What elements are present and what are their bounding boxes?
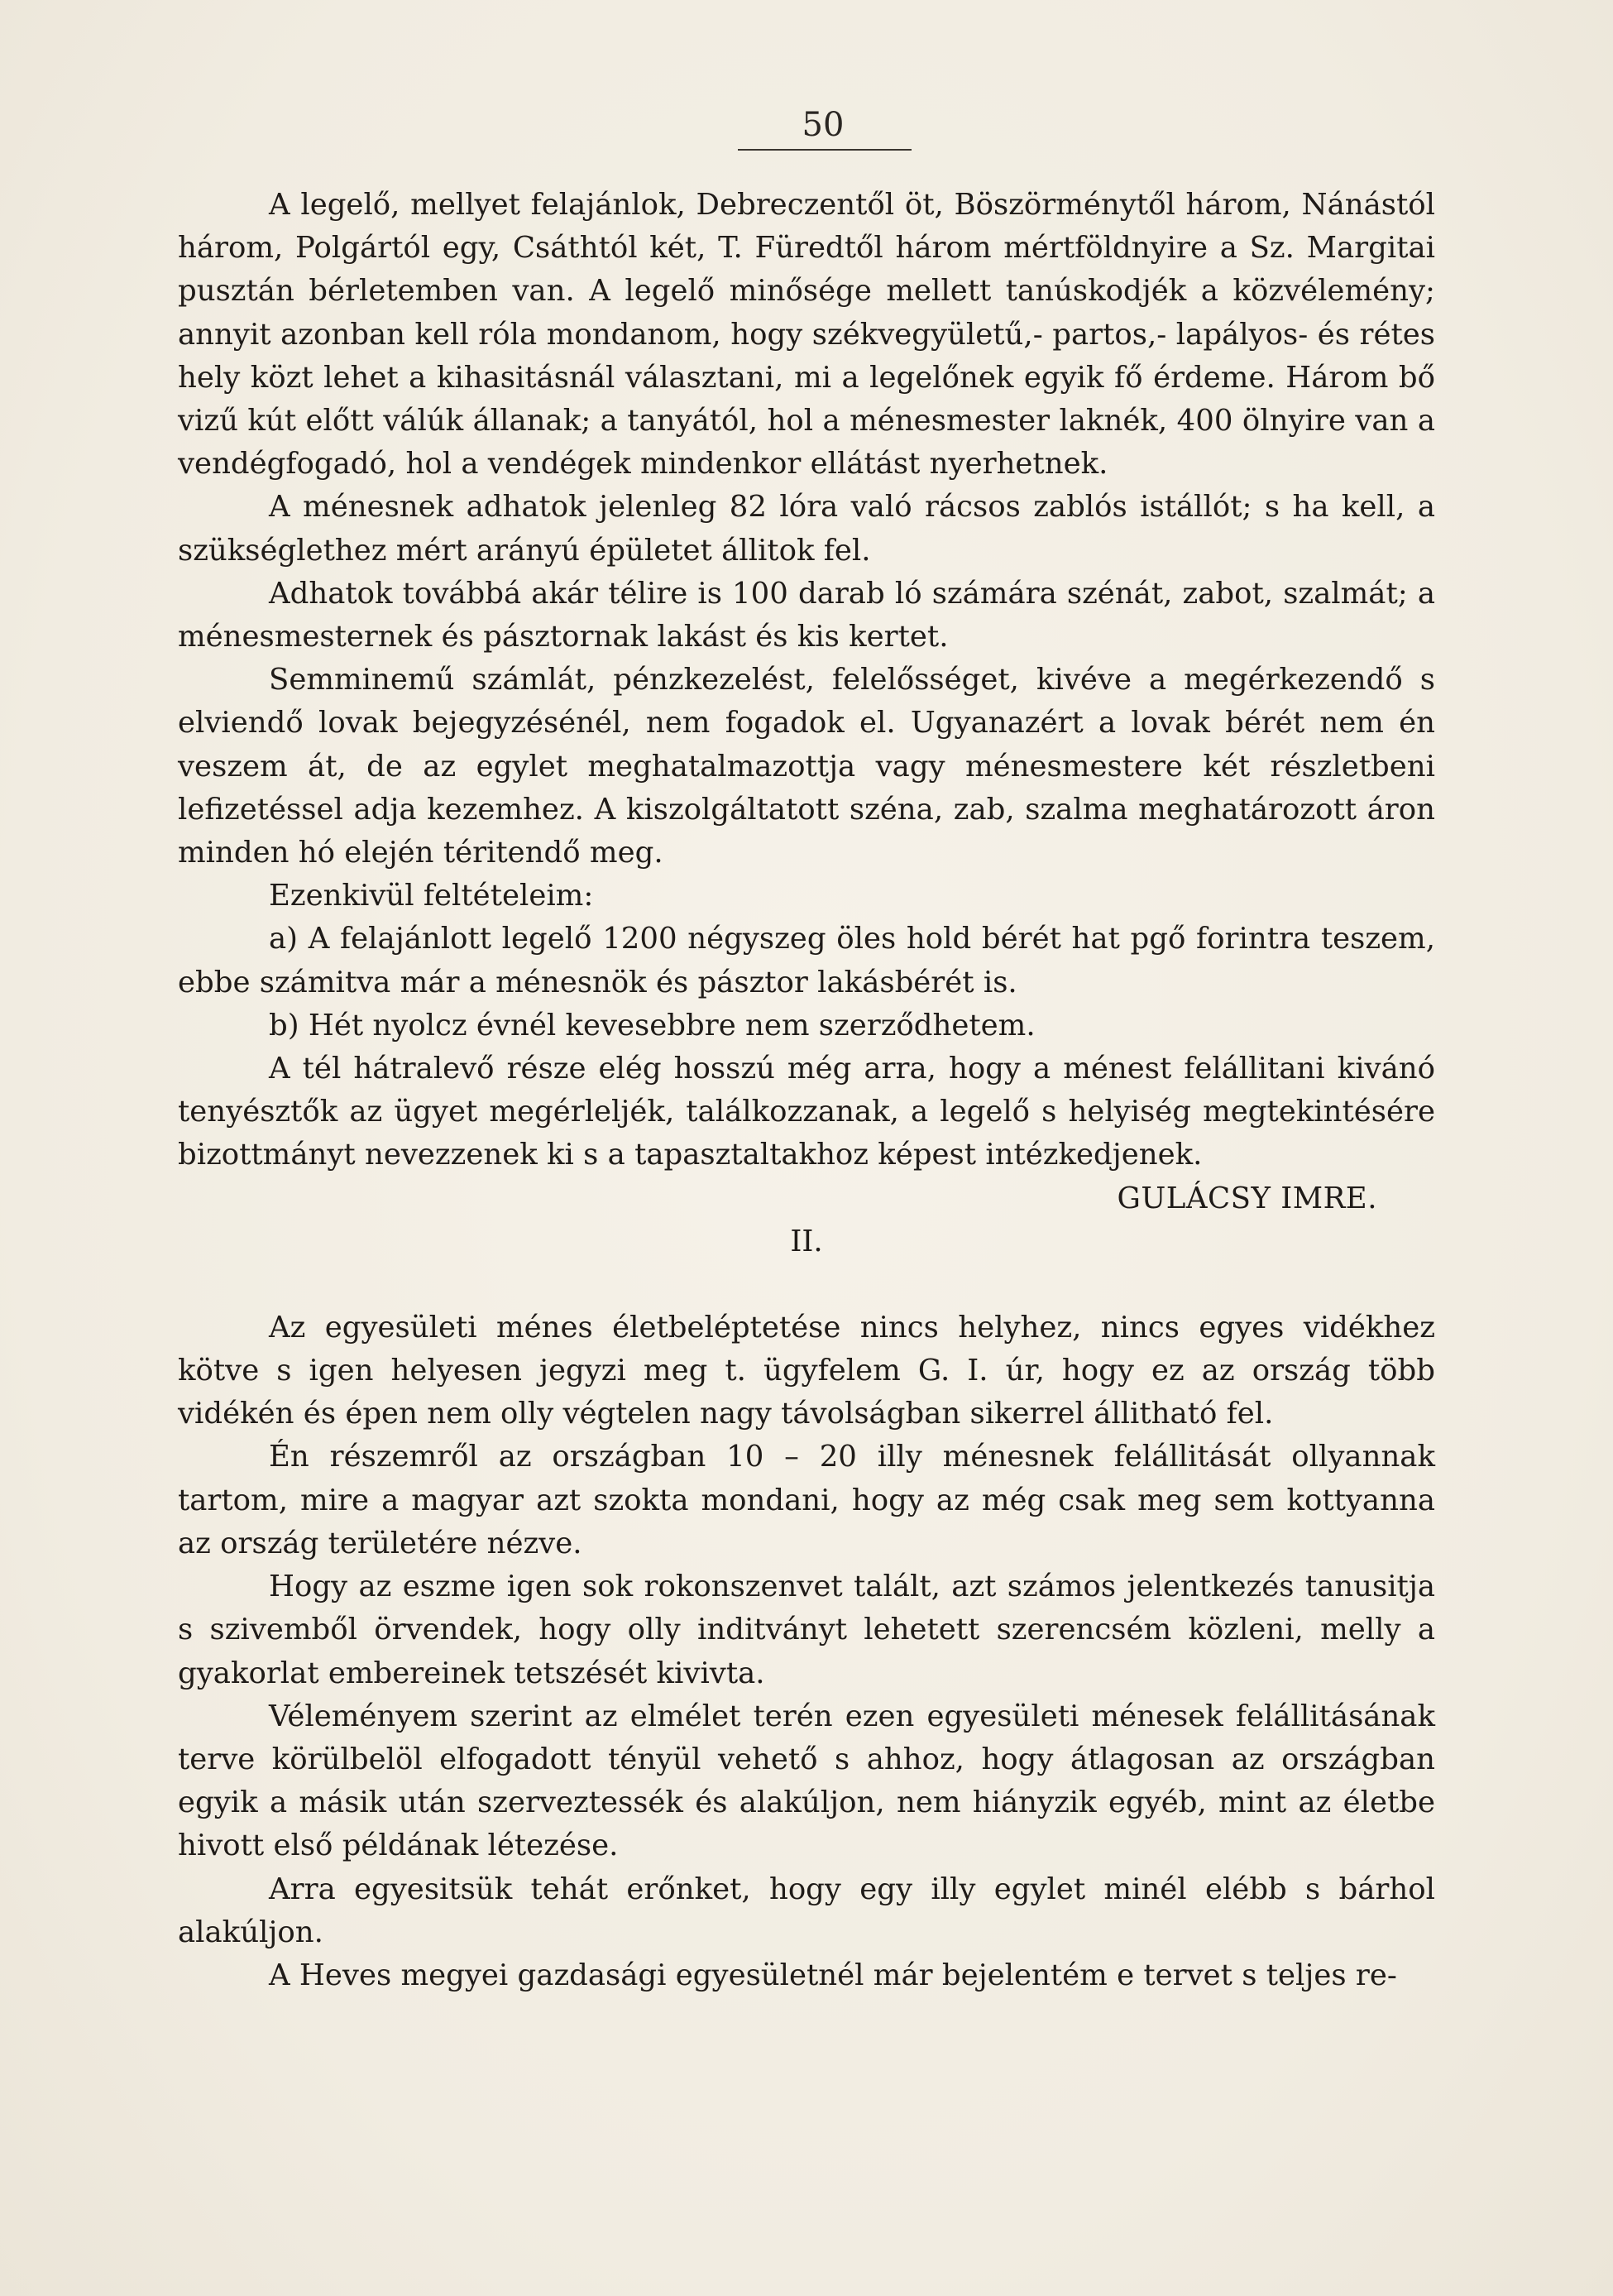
section-heading: II. xyxy=(790,1224,823,1258)
body-text xyxy=(178,184,1435,1997)
paragraph-association-stud: Az egyesületi ménes életbeléptetése nincs helyhez, nincs egyes vidékhez kötve s igen helyesen jegyzi meg t. ügyfelem G. I. úr, hogy ez az ország több vidékén és épen nem olly végtelen nagy távolságban sikerrel állitható fel. xyxy=(178,1310,1435,1431)
paragraph-conditions-intro: Ezenkivül feltételeim: xyxy=(269,879,594,913)
paragraph-fodder-offer: Adhatok továbbá akár télire is 100 darab ló számára szénát, zabot, szalmát; a ménesmesternek és pásztornak lakást és kis kertet. xyxy=(178,576,1435,654)
paragraph-pasture-description: A legelő, mellyet felajánlok, Debreczentől öt, Böszörménytől három, Nánástól három, Polgártól egy, Csáthtól két, T. Füredtől három mértföldnyire a Sz. Margitai pusztán bérletemben van. A legelő minősége mellett tanúskodjék a közvélemény; annyit azonban kell róla mondanom, hogy székvegyületű,- partos,- lapályos- és rétes hely közt lehet a kihasitásnál választani, mi a legelőnek egyik fő érdeme. Három bő vizű kút előtt válúk állanak; a tanyától, hol a ménesmester laknék, 400 ölnyire van a vendégfogadó, hol a vendégek mindenkor ellátást nyerhetnek. xyxy=(178,188,1435,482)
page-number-rule xyxy=(738,149,912,151)
paragraph-heves-association: A Heves megyei gazdasági egyesületnél már bejelentém e tervet s teljes re- xyxy=(269,1958,1397,1992)
paragraph-country-studs: Én részemről az országban 10 – 20 illy ménesnek felállitását ollyannak tartom, mire a magyar azt szokta mondani, hogy az még csak meg sem kottyanna az ország területére nézve. xyxy=(178,1440,1435,1560)
paragraph-accounting-terms: Semminemű számlát, pénzkezelést, felelősséget, kivéve a megérkezendő s elviendő lovak bejegyzésénél, nem fogadok el. Ugyanazért a lovak bérét nem én veszem át, de az egylet meghatalmazottja vagy ménesmestere két részletbeni lefizetéssel adja kezemhez. A kiszolgáltatott széna, zab, szalma meghatározott áron minden hó elején téritendő meg. xyxy=(178,663,1435,870)
paragraph-theory-opinion: Véleményem szerint az elmélet terén ezen egyesületi ménesek felállitásának terve körülbelöl elfogadott tényül vehető s ahhoz, hogy átlagosan az országban egyik a másik után szerveztessék és alakúljon, nem hiányzik egyéb, mint az életbe hivott első példának létezése. xyxy=(178,1699,1435,1863)
paragraph-winter-remainder: A tél hátralevő része elég hosszú még arra, hogy a ménest felállitani kivánó tenyésztők az ügyet megérleljék, találkozzanak, a legelő s helyiség megtekintésére bizottmányt nevezzenek ki s a tapasztaltakhoz képest intézkedjenek. xyxy=(178,1052,1435,1172)
paragraph-sympathy: Hogy az eszme igen sok rokonszenvet talált, azt számos jelentkezés tanusitja s szivemből örvendek, hogy olly inditványt lehetett szerencsém közleni, melly a gyakorlat embereinek tetszését kivivta. xyxy=(178,1570,1435,1690)
paragraph-condition-b: b) Hét nyolcz évnél kevesebbre nem szerződhetem. xyxy=(269,1008,1036,1043)
paragraph-stable-offer: A ménesnek adhatok jelenleg 82 lóra való rácsos zablós istállót; s ha kell, a szükséglethez mért arányú épületet állitok fel. xyxy=(178,490,1435,568)
signature: GULÁCSY IMRE. xyxy=(1117,1181,1377,1215)
paragraph-condition-a: a) A felajánlott legelő 1200 négyszeg öles hold bérét hat pgő forintra teszem, ebbe számitva már a ménesnök és pásztor lakásbérét is. xyxy=(178,922,1435,999)
paragraph-unite-forces: Arra egyesitsük tehát erőnket, hogy egy illy egylet minél elébb s bárhol alakúljon. xyxy=(178,1872,1435,1949)
page-number: 50 xyxy=(802,106,845,144)
